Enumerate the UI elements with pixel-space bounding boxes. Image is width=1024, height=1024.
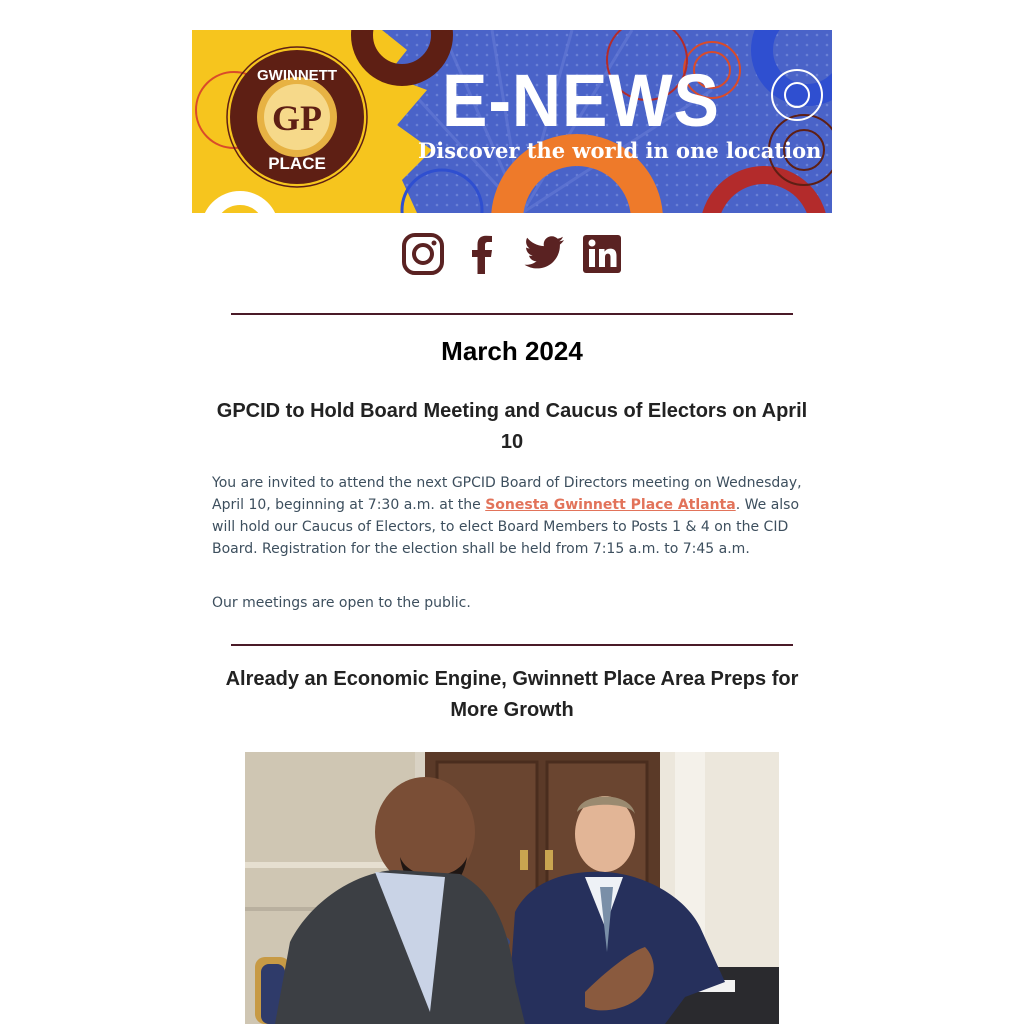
svg-text:PLACE: PLACE: [268, 154, 326, 173]
article1-text-before: You are invited to attend the next GPCID Board of Directors meeting on Wednesday, April 10, beginning at 7:30 a.m. at the: [212, 475, 802, 513]
facebook-icon[interactable]: [461, 232, 505, 276]
article1-headline: GPCID to Hold Board Meeting and Caucus of Electors on April 10: [216, 400, 808, 453]
header-banner: [192, 30, 832, 213]
svg-text:GP: GP: [272, 98, 322, 138]
article2-headline: Already an Economic Engine, Gwinnett Place Area Preps for More Growth: [225, 668, 799, 721]
article1-text-after: . We also will hold our Caucus of Electors, to elect Board Members to Posts 1 & 4 on the CID Board. Registration for the election shall be held from 7:15 a.m. to 7:45 a.m.: [212, 497, 800, 557]
article2-photo: [245, 752, 779, 1024]
banner-tagline: Discover the world in one location: [418, 138, 822, 163]
sonesta-link[interactable]: Sonesta Gwinnett Place Atlanta: [485, 497, 736, 513]
banner-title: E-NEWS: [442, 59, 720, 142]
divider: [231, 313, 793, 315]
divider: [231, 644, 793, 646]
svg-text:GWINNETT: GWINNETT: [257, 67, 337, 84]
twitter-icon[interactable]: [522, 232, 566, 276]
instagram-icon[interactable]: [401, 232, 445, 276]
linkedin-icon[interactable]: [580, 232, 624, 276]
gwinnett-place-logo: [227, 47, 367, 187]
issue-month: March 2024: [441, 336, 583, 366]
social-links: [192, 232, 832, 276]
article1-paragraph: [212, 472, 812, 560]
article1-note: Our meetings are open to the public.: [212, 595, 471, 611]
